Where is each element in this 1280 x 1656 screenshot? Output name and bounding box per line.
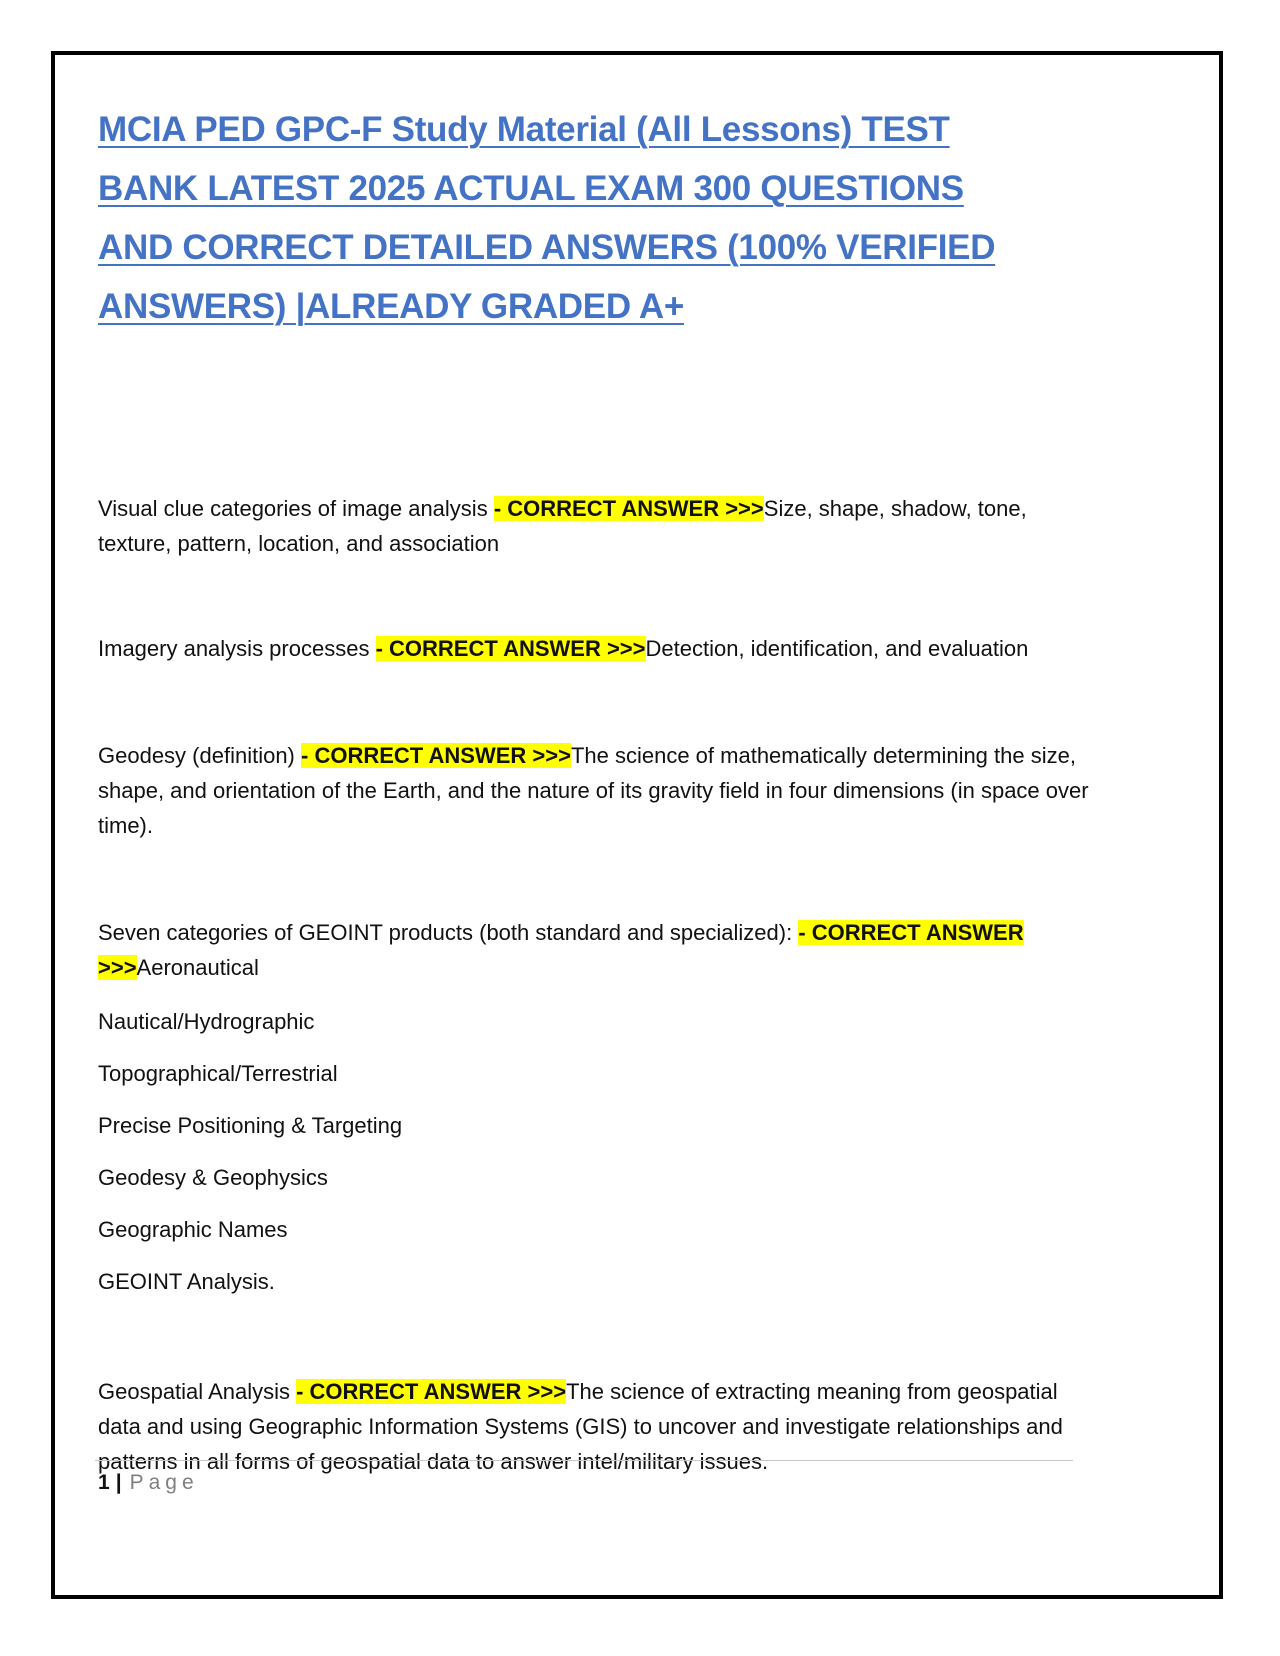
qa-item-imagery-processes [98, 631, 1098, 666]
correct-answer-marker: - CORRECT ANSWER >>> [296, 1379, 567, 1404]
answer-text: Aeronautical [136, 955, 259, 980]
page-footer [98, 1468, 199, 1498]
footer-divider [95, 1460, 1073, 1461]
question-text: Imagery analysis processes [98, 636, 376, 661]
geoint-category-item: Nautical/Hydrographic [98, 1009, 315, 1034]
qa-item-geospatial-analysis [98, 1374, 1098, 1479]
geoint-category-item: GEOINT Analysis. [98, 1269, 275, 1294]
geoint-category-item: Geographic Names [98, 1217, 288, 1242]
answer-text: Detection, identification, and evaluation [645, 636, 1029, 661]
document-title: MCIA PED GPC-F Study Material (All Lessons) TEST BANK LATEST 2025 ACTUAL EXAM 300 QUESTIONS AND CORRECT DETAILED ANSWERS (100% VERIFIED ANSWERS) |ALREADY GRADED A+ [98, 110, 996, 326]
question-text: Seven categories of GEOINT products (both standard and specialized): [98, 920, 799, 945]
qa-item-geoint-categories [98, 915, 1078, 985]
geoint-category-item: Topographical/Terrestrial [98, 1061, 338, 1086]
question-text: Geospatial Analysis [98, 1379, 297, 1404]
footer-separator: | [115, 1471, 122, 1494]
answer-text: Size, shape, shadow, tone, texture, pattern, location, and association [98, 496, 1027, 556]
qa-item-geodesy [98, 738, 1098, 843]
correct-answer-marker: - CORRECT ANSWER >>> [375, 636, 646, 661]
qa-item-visual-clues [98, 491, 1098, 561]
geoint-category-item: Precise Positioning & Targeting [98, 1113, 403, 1138]
correct-answer-marker: - CORRECT ANSWER >>> [493, 496, 764, 521]
question-text: Visual clue categories of image analysis [98, 496, 494, 521]
page-number: 1 [98, 1471, 110, 1494]
answer-text: The science of mathematically determining the size, shape, and orientation of the Earth, and the nature of its gravity field in four dimensions (in space over time). [98, 743, 1089, 838]
page-label: Page [129, 1471, 199, 1494]
question-text: Geodesy (definition) [98, 743, 301, 768]
correct-answer-marker: - CORRECT ANSWER >>> [301, 743, 571, 768]
answer-text: The science of extracting meaning from geospatial data and using Geographic Information Systems (GIS) to uncover and investigate relationships and patterns in all forms of geospatial data to answer intel/military issues. [98, 1379, 1063, 1474]
geoint-category-item: Geodesy & Geophysics [98, 1165, 328, 1190]
correct-answer-marker: - CORRECT ANSWER >>> [98, 920, 1024, 980]
